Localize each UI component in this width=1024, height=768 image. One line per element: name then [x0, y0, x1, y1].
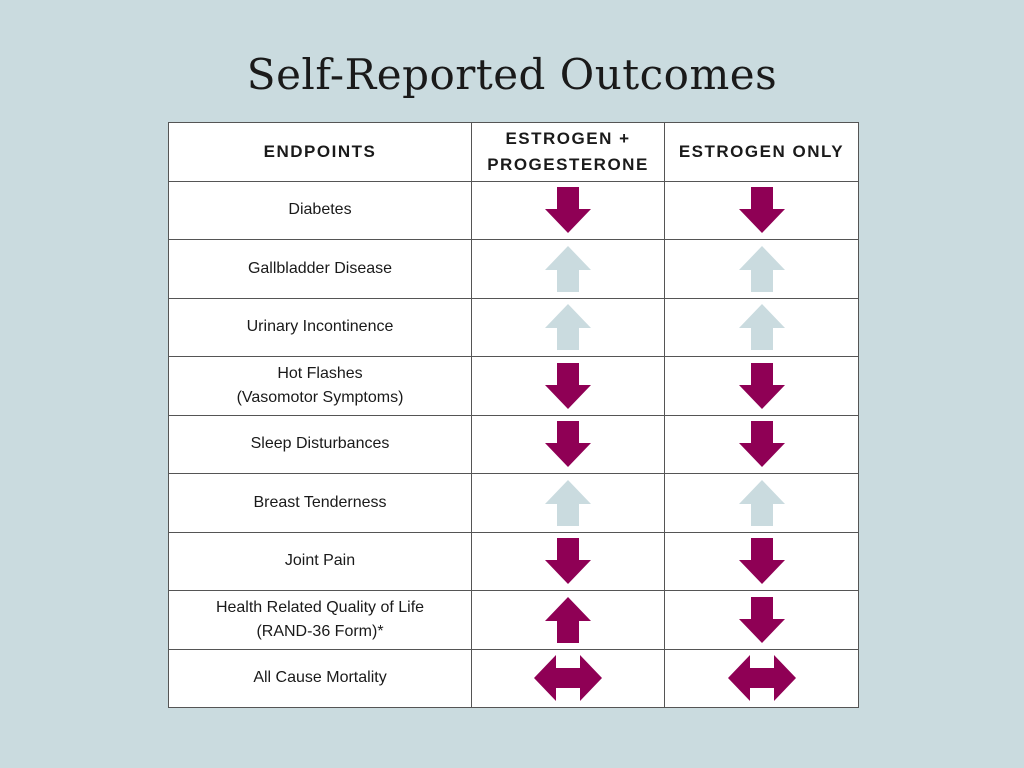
- estrogen-progesterone-cell: [472, 357, 665, 416]
- endpoint-label-line2: (RAND-36 Form)*: [256, 622, 384, 640]
- table-row: [169, 240, 859, 299]
- estrogen-only-cell: [665, 415, 859, 474]
- estrogen-only-cell: [665, 181, 859, 240]
- endpoint-label-line1: Gallbladder Disease: [247, 259, 393, 277]
- arrow-down-icon: [739, 187, 785, 233]
- endpoint-label: [169, 298, 472, 357]
- estrogen-only-cell: [665, 240, 859, 299]
- estrogen-progesterone-cell: [472, 415, 665, 474]
- table-row: [169, 357, 859, 416]
- arrow-up-icon: [739, 480, 785, 526]
- endpoint-label-line1: Joint Pain: [284, 552, 356, 570]
- estrogen-only-cell: [665, 298, 859, 357]
- endpoint-label: [169, 591, 472, 650]
- estrogen-only-cell: [665, 591, 859, 650]
- estrogen-progesterone-cell: [472, 591, 665, 650]
- estrogen-progesterone-cell: [472, 298, 665, 357]
- arrow-down-icon: [739, 421, 785, 467]
- estrogen-only-cell: [665, 649, 859, 708]
- arrow-down-icon: [739, 538, 785, 584]
- page-title: Self-Reported Outcomes: [246, 50, 778, 99]
- header-ep-line2: PROGESTERONE: [487, 154, 649, 174]
- endpoint-label-line1: All Cause Mortality: [253, 669, 387, 687]
- table-body: [169, 181, 859, 708]
- table-row: [169, 181, 859, 240]
- endpoint-label-line1: Diabetes: [288, 201, 352, 219]
- estrogen-only-cell: [665, 532, 859, 591]
- endpoint-label: [169, 474, 472, 533]
- table-row: [169, 474, 859, 533]
- estrogen-progesterone-cell: [472, 181, 665, 240]
- table-row: [169, 415, 859, 474]
- endpoint-label: [169, 240, 472, 299]
- table-row: [169, 649, 859, 708]
- arrow-left-right-icon: [728, 655, 796, 701]
- arrow-up-icon: [739, 304, 785, 350]
- endpoint-label-line1: Urinary Incontinence: [246, 318, 394, 336]
- estrogen-progesterone-cell: [472, 649, 665, 708]
- table-row: [169, 532, 859, 591]
- table-row: [169, 591, 859, 650]
- outcomes-table: [168, 122, 859, 708]
- arrow-up-icon: [545, 304, 591, 350]
- endpoint-label-line1: Sleep Disturbances: [250, 435, 390, 453]
- arrow-left-right-icon: [534, 655, 602, 701]
- arrow-down-icon: [545, 363, 591, 409]
- endpoint-label: [169, 415, 472, 474]
- endpoint-label-line2: (Vasomotor Symptoms): [236, 388, 404, 406]
- header-endpoints: ENDPOINTS: [169, 123, 472, 182]
- endpoint-label-line1: Health Related Quality of Life: [215, 598, 425, 616]
- arrow-down-icon: [739, 597, 785, 643]
- endpoint-label: [169, 649, 472, 708]
- header-estrogen-only: ESTROGEN ONLY: [665, 123, 859, 182]
- arrow-down-icon: [545, 538, 591, 584]
- estrogen-only-cell: [665, 357, 859, 416]
- endpoint-label: [169, 532, 472, 591]
- header-estrogen-progesterone: [472, 123, 665, 182]
- estrogen-progesterone-cell: [472, 532, 665, 591]
- arrow-up-icon: [545, 597, 591, 643]
- arrow-up-icon: [545, 246, 591, 292]
- header-ep-line1: ESTROGEN +: [505, 128, 631, 148]
- arrow-up-icon: [739, 246, 785, 292]
- endpoint-label-line1: Hot Flashes: [277, 364, 363, 382]
- table-header-row: [169, 123, 859, 182]
- estrogen-progesterone-cell: [472, 240, 665, 299]
- estrogen-only-cell: [665, 474, 859, 533]
- endpoint-label-line1: Breast Tenderness: [253, 493, 387, 511]
- table-row: [169, 298, 859, 357]
- endpoint-label: [169, 357, 472, 416]
- arrow-up-icon: [545, 480, 591, 526]
- endpoint-label: [169, 181, 472, 240]
- arrow-down-icon: [545, 187, 591, 233]
- estrogen-progesterone-cell: [472, 474, 665, 533]
- arrow-down-icon: [739, 363, 785, 409]
- arrow-down-icon: [545, 421, 591, 467]
